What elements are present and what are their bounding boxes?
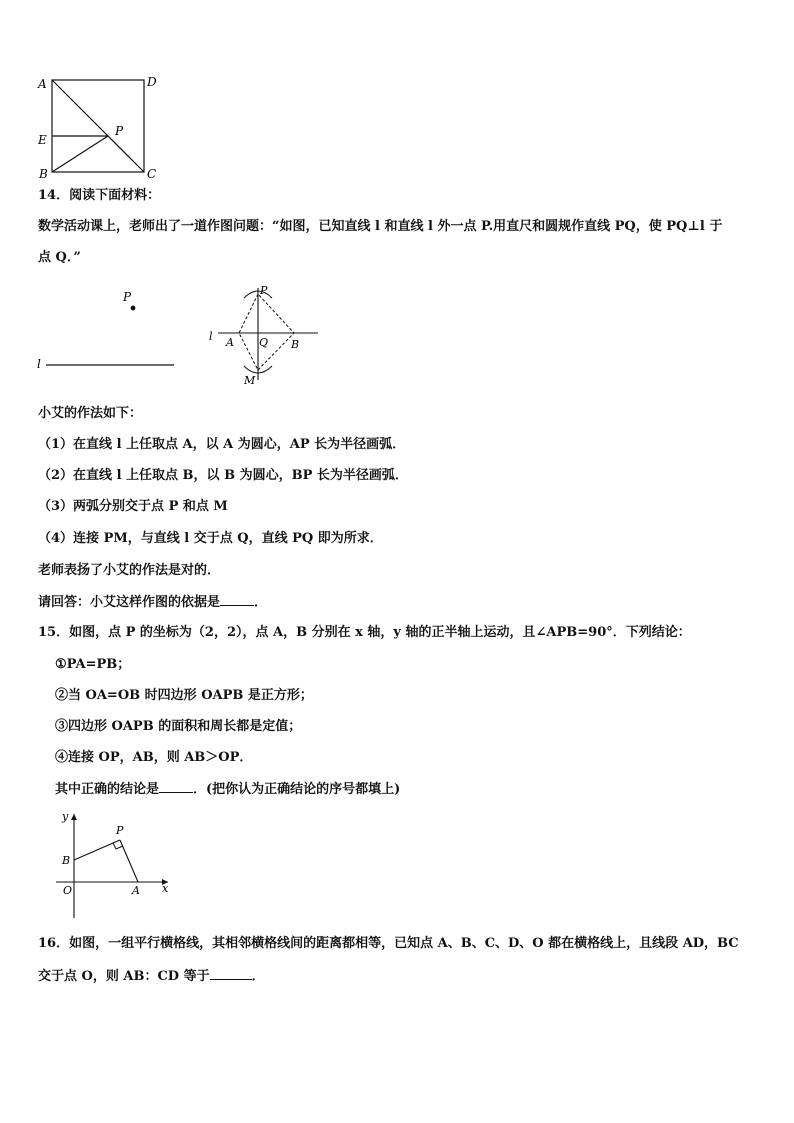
q14-step-4: （4）连接 PM，与直线 l 交于点 Q，直线 PQ 即为所求． xyxy=(38,531,383,546)
q14-given-figure xyxy=(36,284,186,374)
q15-answer-blank[interactable] xyxy=(159,780,193,793)
q14-question-text: 请回答：小艾这样作图的依据是 xyxy=(38,595,221,610)
label-p: P xyxy=(116,824,124,837)
q15-item-3: ③四边形 OAPB 的面积和周长都是定值； xyxy=(55,719,302,734)
diagonal-ac xyxy=(52,80,144,172)
q15-figure xyxy=(52,808,176,920)
label-p: P xyxy=(123,290,132,304)
label-a: A xyxy=(226,336,234,349)
q14-step-1: （1）在直线 l 上任取点 A，以 A 为圆心，AP 长为半径画弧． xyxy=(38,437,406,452)
q14-construction-figure xyxy=(204,282,324,388)
q15-answer-text: 其中正确的结论是 xyxy=(55,782,160,797)
label-b: B xyxy=(39,167,48,181)
q14-intro-line2: 点 Q．” xyxy=(38,250,81,265)
q16-answer-blank[interactable] xyxy=(210,967,252,980)
q15-item-4: ④连接 OP，AB，则 AB＞OP． xyxy=(55,750,253,765)
label-q: Q xyxy=(259,336,269,349)
q14-answer-blank[interactable] xyxy=(220,593,254,606)
dashed-rhombus xyxy=(239,294,294,370)
q15-item-1: ①PA=PB； xyxy=(55,657,131,672)
q14-intro-line1: 数学活动课上，老师出了一道作图问题：“如图，已知直线 l 和直线 l 外一点 P.用直尺和圆规作直线 PQ，使 PQ⊥l 于 xyxy=(38,219,723,234)
label-m: M xyxy=(244,374,256,387)
y-axis-arrow xyxy=(71,814,77,820)
q15-item-2: ②当 OA=OB 时四边形 OAPB 是正方形； xyxy=(55,688,313,703)
label-b: B xyxy=(62,854,71,867)
q14-method-title: 小艾的作法如下： xyxy=(38,406,143,421)
label-x: x xyxy=(162,882,169,895)
label-l: l xyxy=(37,357,41,371)
q14-question xyxy=(38,593,267,612)
q13-figure xyxy=(36,72,166,182)
q16-line1: 16．如图，一组平行横格线，其相邻横格线间的距离都相等，已知点 A、B、C、D、O 都在横格线上，且线段 AD，BC xyxy=(38,936,739,951)
label-a: A xyxy=(132,884,140,897)
segment-bp xyxy=(52,136,108,172)
q15-answer-line xyxy=(55,780,400,799)
label-y: y xyxy=(62,810,69,823)
q14-title: 14．阅读下面材料： xyxy=(38,188,161,203)
label-o: O xyxy=(63,884,73,897)
label-p: P xyxy=(260,284,268,297)
q16-question-end: ． xyxy=(251,969,265,984)
label-a: A xyxy=(38,77,47,91)
q15-answer-note: ．(把你认为正确结论的序号都填上) xyxy=(193,782,401,797)
q16-line2 xyxy=(38,967,265,986)
q14-question-end: ． xyxy=(254,595,268,610)
label-b: B xyxy=(291,338,300,351)
q15-stem: 15．如图，点 P 的坐标为（2，2），点 A，B 分别在 x 轴，y 轴的正半轴上运动，且∠APB=90°．下列结论： xyxy=(38,625,691,640)
label-p: P xyxy=(115,124,124,138)
q14-praise: 老师表扬了小艾的作法是对的． xyxy=(38,563,221,578)
label-e: E xyxy=(38,133,47,147)
q14-step-2: （2）在直线 l 上任取点 B，以 B 为圆心，BP 长为半径画弧． xyxy=(38,468,408,483)
q16-question-text: 交于点 O，则 AB：CD 等于 xyxy=(38,969,210,984)
label-l: l xyxy=(209,330,213,343)
q14-step-3: （3）两弧分别交于点 P 和点 M xyxy=(38,499,228,514)
label-c: C xyxy=(147,167,157,181)
point-p xyxy=(131,306,136,311)
label-d: D xyxy=(147,75,157,89)
